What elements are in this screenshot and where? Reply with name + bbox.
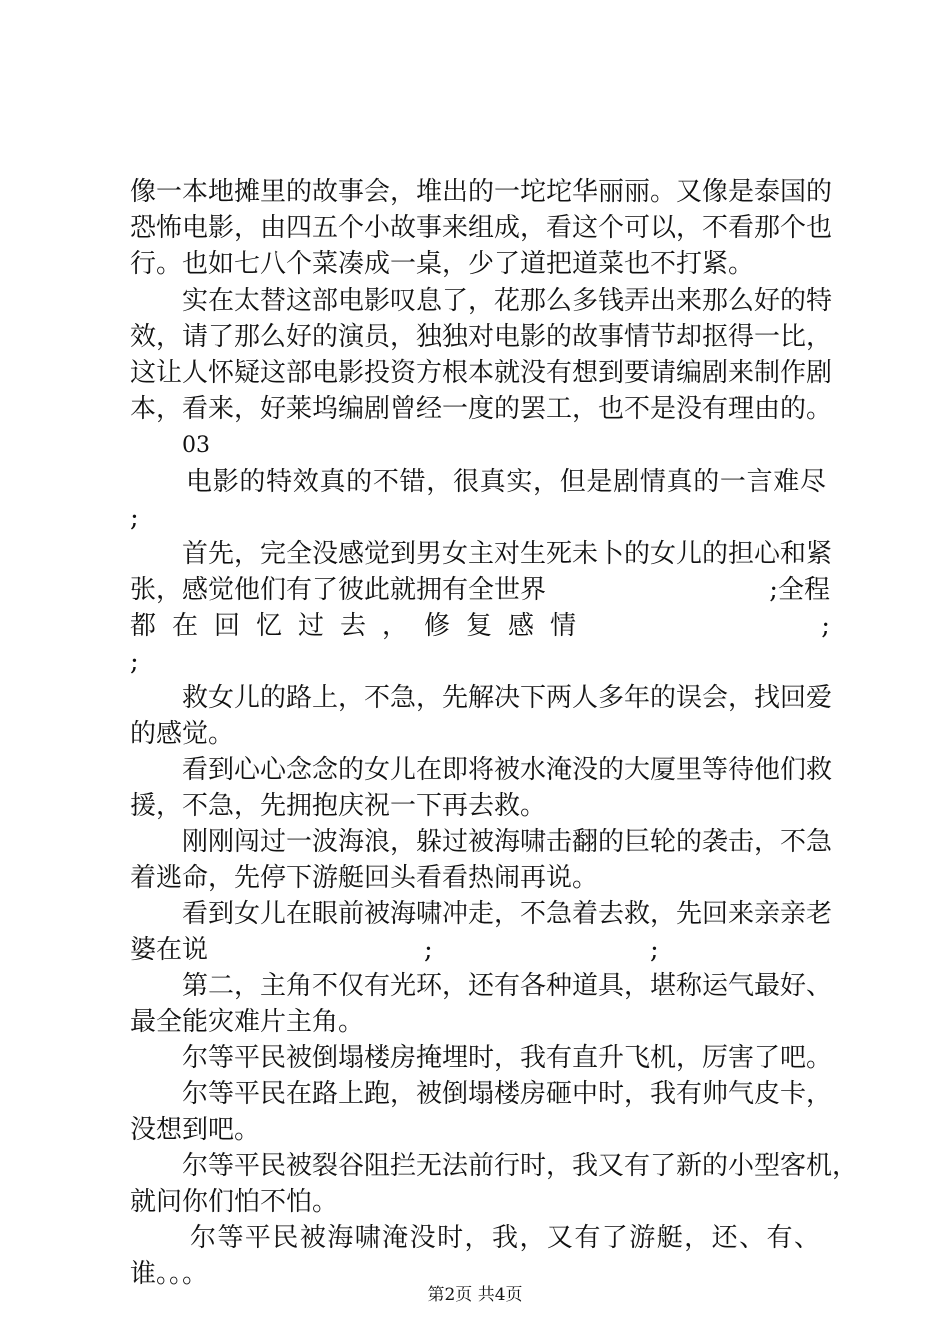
text-segment: ; — [821, 611, 830, 641]
text-segment: ;全程 — [769, 575, 830, 605]
text-line: 着逃命，先停下游艇回头看看热闹再说。 — [130, 863, 599, 893]
text-line: 实在太替这部电影叹息了，花那么多钱弄出来那么好的特 — [182, 286, 833, 316]
text-line: 刚刚闯过一波海浪，躲过被海啸击翻的巨轮的袭击，不急 — [182, 827, 833, 857]
text-line: 尔等平民被海啸淹没时，我，又有了游艇，还、有、 — [190, 1223, 820, 1253]
text-line: ; — [130, 503, 139, 533]
text-line: 看到心心念念的女儿在即将被水淹没的大厦里等待他们救 — [182, 755, 833, 785]
text-line: 就问你们怕不怕。 — [130, 1187, 339, 1217]
text-line: 第二，主角不仅有光环，还有各种道具，堪称运气最好、 — [182, 971, 833, 1001]
text-line: 最全能灾难片主角。 — [130, 1007, 365, 1037]
text-line: 看到女儿在眼前被海啸冲走，不急着去救，先回来亲亲老 — [182, 899, 833, 929]
text-line: 电影的特效真的不错，很真实，但是剧情真的一言难尽 — [186, 467, 826, 497]
text-line: 恐怖电影，由四五个小故事来组成，看这个可以，不看那个也 — [130, 213, 833, 243]
text-segment: 都在回忆过去，修复感情 — [130, 611, 593, 641]
text-line: 尔等平民被倒塌楼房掩埋时，我有直升飞机，厉害了吧。 — [182, 1043, 833, 1073]
text-line: 这让人怀疑这部电影投资方根本就没有想到要请编剧来制作剧 — [130, 358, 833, 388]
text-line: 本，看来，好莱坞编剧曾经一度的罢工，也不是没有理由的。 — [130, 394, 833, 424]
text-line: 效，请了那么好的演员，独独对电影的故事情节却抠得一比， — [130, 322, 833, 352]
text-line: 尔等平民被裂谷阻拦无法前行时，我又有了新的小型客机， — [182, 1151, 859, 1181]
text-line: 谁。。。 — [130, 1259, 209, 1289]
text-line: 像一本地摊里的故事会，堆出的一坨坨华丽丽。又像是泰国的 — [130, 177, 833, 207]
page-footer: 第2页 共4页 — [427, 1285, 523, 1305]
text-line: ; — [130, 647, 139, 677]
text-line: 尔等平民在路上跑，被倒塌楼房砸中时，我有帅气皮卡， — [182, 1079, 833, 1109]
text-segment: 婆在说 — [130, 935, 209, 965]
text-line: 行。也如七八个菜凑成一桌，少了道把道菜也不打紧。 — [130, 249, 755, 279]
text-line: 首先，完全没感觉到男女主对生死未卜的女儿的担心和紧 — [182, 539, 833, 569]
text-segment: ; — [650, 935, 659, 965]
section-number: 03 — [182, 433, 210, 458]
text-line: 没想到吧。 — [130, 1115, 261, 1145]
text-line: 援，不急，先拥抱庆祝一下再去救。 — [130, 791, 547, 821]
text-segment: 张，感觉他们有了彼此就拥有全世界 — [130, 575, 547, 605]
text-line: 救女儿的路上，不急，先解决下两人多年的误会，找回爱 — [182, 683, 833, 713]
text-line — [130, 932, 830, 968]
text-line: 的感觉。 — [130, 719, 235, 749]
text-line — [130, 572, 830, 608]
text-segment: ; — [424, 935, 433, 965]
text-line — [130, 608, 830, 644]
